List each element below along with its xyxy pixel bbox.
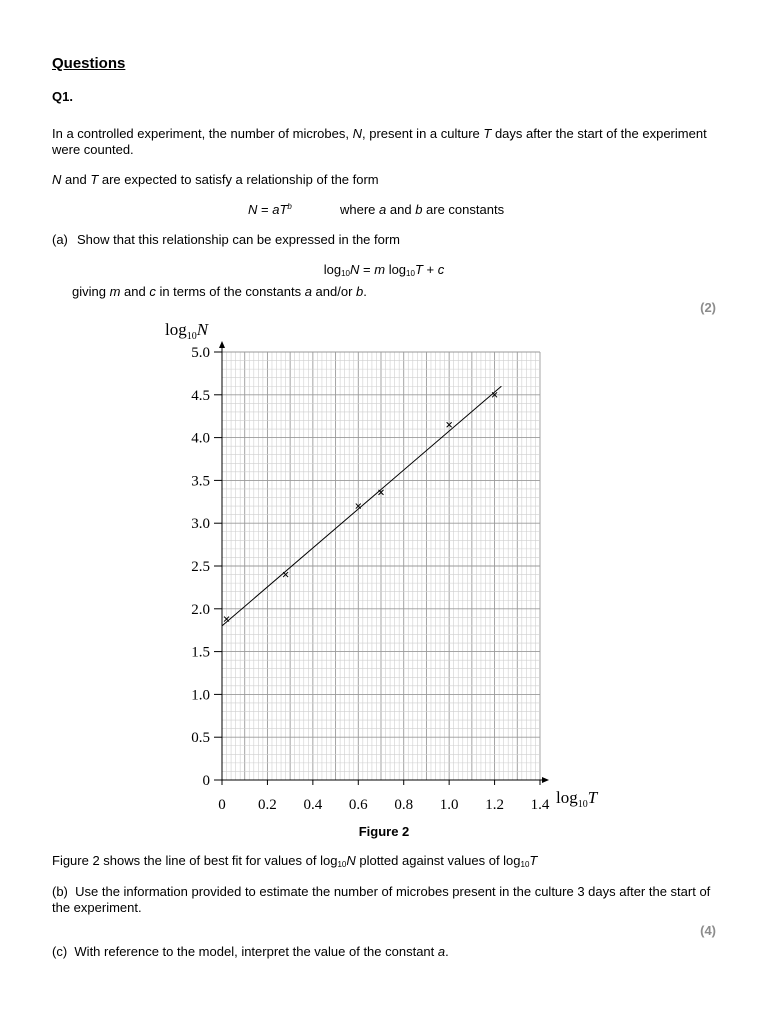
x-tick-label: 1.0: [439, 797, 459, 813]
y-tick-label: 0.5: [191, 730, 210, 747]
y-tick-label: 1.5: [191, 644, 210, 661]
y-tick-label: 3.5: [191, 473, 210, 490]
y-tick-label: 2.0: [191, 601, 210, 618]
relationship-intro: N and T are expected to satisfy a relationship of the form: [52, 172, 379, 187]
part-b-marks: (4): [700, 923, 716, 938]
y-tick-label: 4.5: [191, 387, 210, 404]
y-tick-label: 1.0: [191, 687, 210, 704]
x-tick-label: 0.6: [348, 797, 368, 813]
part-b: (b) Use the information provided to estimate the number of microbes present in the culture 3 days after the start of the experiment.: [52, 884, 711, 915]
constants-note: where a and b are constants: [340, 202, 505, 217]
y-tick-label: 0: [202, 773, 210, 789]
x-tick-label: 1.2: [485, 797, 504, 813]
part-a-text: Show that this relationship can be expressed in the form: [77, 232, 401, 247]
x-axis-arrow: [542, 777, 549, 783]
y-tick-label: 3.0: [191, 516, 210, 533]
power-law-formula: $N = aT^b$: [248, 202, 292, 217]
x-tick-label: 0.8: [394, 797, 414, 813]
x-tick-label: 0.4: [303, 797, 323, 813]
figure-description: Figure 2 shows the line of best fit for values of $\log_{10}N$ plotted against values of $\log_{10}T$: [52, 853, 538, 869]
part-a-marks: (2): [700, 300, 716, 315]
x-tick-label: 0: [218, 797, 226, 813]
y-tick-label: 5.0: [191, 345, 210, 361]
y-tick-label: 2.5: [191, 559, 210, 575]
part-c: (c) With reference to the model, interpret the value of the constant a.: [52, 944, 449, 959]
y-tick-label: 4.0: [191, 430, 210, 447]
part-a-label: (a): [52, 232, 68, 247]
x-tick-label: 0.2: [258, 797, 277, 813]
question-number: Q1.: [52, 89, 73, 104]
x-axis-label: $\log_{10}T$: [556, 788, 598, 810]
graph-grid: [222, 352, 540, 780]
figure-caption: Figure 2: [358, 824, 410, 839]
page-heading: Questions: [52, 55, 126, 72]
y-axis-arrow: [219, 341, 225, 348]
y-axis-label: $\log_{10}N$: [165, 320, 209, 342]
part-a-giving: giving m and c in terms of the constants a and/or b.: [72, 284, 367, 299]
intro-paragraph: In a controlled experiment, the number of microbes, N, present in a culture T days after the start of the experiment were counted.: [52, 126, 707, 157]
log-linear-formula: $\log_{10}N = m$ $\log_{10}T + c$: [323, 262, 445, 278]
x-tick-label: 1.4: [530, 797, 550, 813]
